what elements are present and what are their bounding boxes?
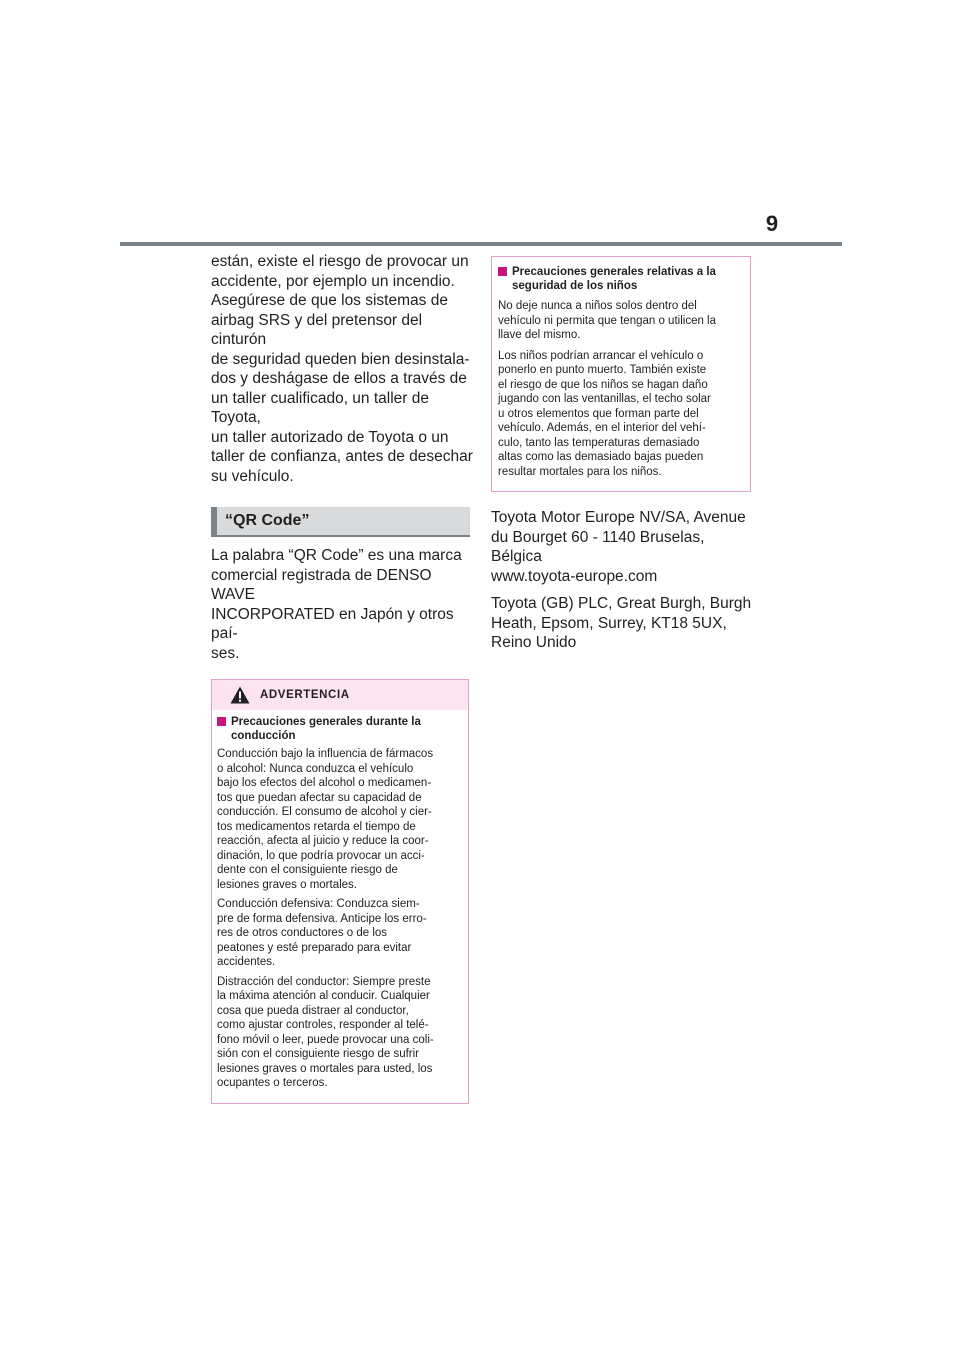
text-line: ocupantes o terceros. — [217, 1077, 328, 1089]
text-line: airbag SRS y del pretensor del cinturón — [211, 311, 423, 348]
child-safety-box — [491, 256, 751, 492]
text-line: Asegúrese de que los sistemas de — [211, 292, 448, 309]
warning-header — [212, 680, 468, 710]
warning-content — [212, 715, 468, 1091]
text-line: un taller cualificado, un taller de Toyota, — [211, 389, 429, 426]
text-line: el riesgo de que los niños se hagan daño — [498, 378, 708, 391]
text-line: culo, tanto las temperaturas demasiado — [498, 436, 700, 449]
text-line: Toyota (GB) PLC, Great Burgh, Burgh — [491, 595, 752, 612]
page-number: 9 — [765, 211, 779, 236]
text-line: Conducción defensiva: Conduzca siem- — [217, 898, 420, 910]
warning-paragraph — [217, 747, 462, 892]
text-line: Precauciones generales durante la — [231, 716, 421, 728]
square-bullet-icon — [217, 717, 226, 726]
text-line: Distracción del conductor: Siempre preste — [217, 975, 431, 988]
text-line: ses. — [211, 644, 240, 662]
text-line: sión con el consiguiente riesgo de sufrir — [217, 1048, 420, 1060]
text-line: bajo los efectos del alcohol o medicamen- — [217, 777, 432, 789]
text-line: como ajustar controles, responder al telé- — [217, 1019, 429, 1031]
child-safety-paragraph — [498, 299, 744, 343]
intro-paragraph — [211, 252, 473, 486]
text-line: Toyota Motor Europe NV/SA, Avenue — [491, 509, 746, 526]
text-line: llave del mismo. — [498, 329, 581, 341]
address-toyota-gb — [491, 594, 753, 653]
child-safety-heading — [498, 265, 744, 293]
text-line: Precauciones generales relativas a la — [512, 266, 716, 278]
text-line: res de otros conductores o de los — [217, 927, 388, 939]
text-line: vehículo ni permita que tengan o utilicen la — [498, 314, 717, 327]
text-line: o alcohol: Nunca conduzca el vehículo — [217, 762, 414, 775]
text-line: de seguridad queden bien desinstala- — [211, 350, 470, 368]
square-bullet-icon — [498, 267, 507, 276]
text-line: Conducción bajo la influencia de fármacos — [217, 748, 434, 760]
text-line: están, existe el riesgo de provocar un — [211, 253, 469, 270]
warning-triangle-icon — [230, 686, 250, 704]
left-column — [211, 252, 473, 1104]
text-line: tos que puedan afectar su capacidad de — [217, 791, 422, 804]
warning-paragraph — [217, 897, 462, 970]
warning-box — [211, 679, 469, 1104]
text-line: tos medicamentos retarda el tiempo de — [217, 820, 416, 833]
text-line: u otros elementos que forman parte del — [498, 407, 699, 420]
text-line: INCORPORATED en Japón y otros paí- — [211, 605, 454, 642]
text-line: jugando con las ventanillas, el techo solar — [498, 393, 711, 405]
text-line: pre de forma defensiva. Anticipe los erro- — [217, 912, 427, 925]
text-line: dos y deshágase de ellos a través de — [211, 370, 467, 387]
text-line: vehículo. Además, en el interior del vehí- — [498, 422, 706, 434]
warning-label: ADVERTENCIA — [260, 689, 350, 701]
warning-paragraph — [217, 975, 462, 1091]
text-line: Reino Unido — [491, 634, 577, 651]
text-line: lesiones graves o mortales. — [217, 878, 357, 891]
qr-code-paragraph — [211, 546, 473, 663]
text-line: du Bourget 60 - 1140 Bruselas, Bélgica — [491, 528, 705, 565]
text-line: altas como las demasiado bajas pueden — [498, 451, 704, 463]
child-safety-paragraph — [498, 349, 744, 480]
text-line: un taller autorizado de Toyota o un — [211, 428, 449, 446]
header-rule — [120, 242, 842, 246]
text-line: taller de confianza, antes de desechar — [211, 448, 473, 465]
text-line: www.toyota-europe.com — [491, 567, 658, 585]
text-line: dente con el consiguiente riesgo de — [217, 864, 398, 876]
text-line: lesiones graves o mortales para usted, los — [217, 1062, 433, 1075]
text-line: accidente, por ejemplo un incendio. — [211, 272, 455, 290]
text-line: fono móvil o leer, puede provocar una coli- — [217, 1033, 434, 1046]
address-toyota-europe — [491, 508, 753, 586]
text-line: reacción, afecta al juicio y reduce la coor- — [217, 835, 429, 847]
text-line: cosa que pueda distraer al conductor, — [217, 1004, 409, 1017]
text-line: la máxima atención al conducir. Cualquier — [217, 990, 430, 1002]
text-line: seguridad de los niños — [512, 280, 638, 292]
right-column — [491, 252, 753, 653]
text-line: Los niños podrían arrancar el vehículo o — [498, 349, 704, 362]
text-line: resultar mortales para los niños. — [498, 465, 662, 478]
text-line: peatones y esté preparado para evitar — [217, 941, 412, 954]
section-heading-qr-code: “QR Code” — [211, 507, 470, 537]
text-line: accidentes. — [217, 956, 276, 968]
text-line: Heath, Epsom, Surrey, KT18 5UX, — [491, 614, 727, 632]
text-line: ponerlo en punto muerto. También existe — [498, 364, 707, 376]
text-line: su vehículo. — [211, 467, 294, 485]
text-line: dinación, lo que podría provocar un acci- — [217, 849, 425, 862]
text-line: comercial registrada de DENSO WAVE — [211, 566, 432, 603]
warning-heading — [217, 715, 462, 743]
text-line: La palabra “QR Code” es una marca — [211, 547, 462, 564]
text-line: conducción — [231, 730, 296, 742]
text-line: conducción. El consumo de alcohol y cier- — [217, 806, 432, 818]
text-line: No deje nunca a niños solos dentro del — [498, 300, 697, 312]
